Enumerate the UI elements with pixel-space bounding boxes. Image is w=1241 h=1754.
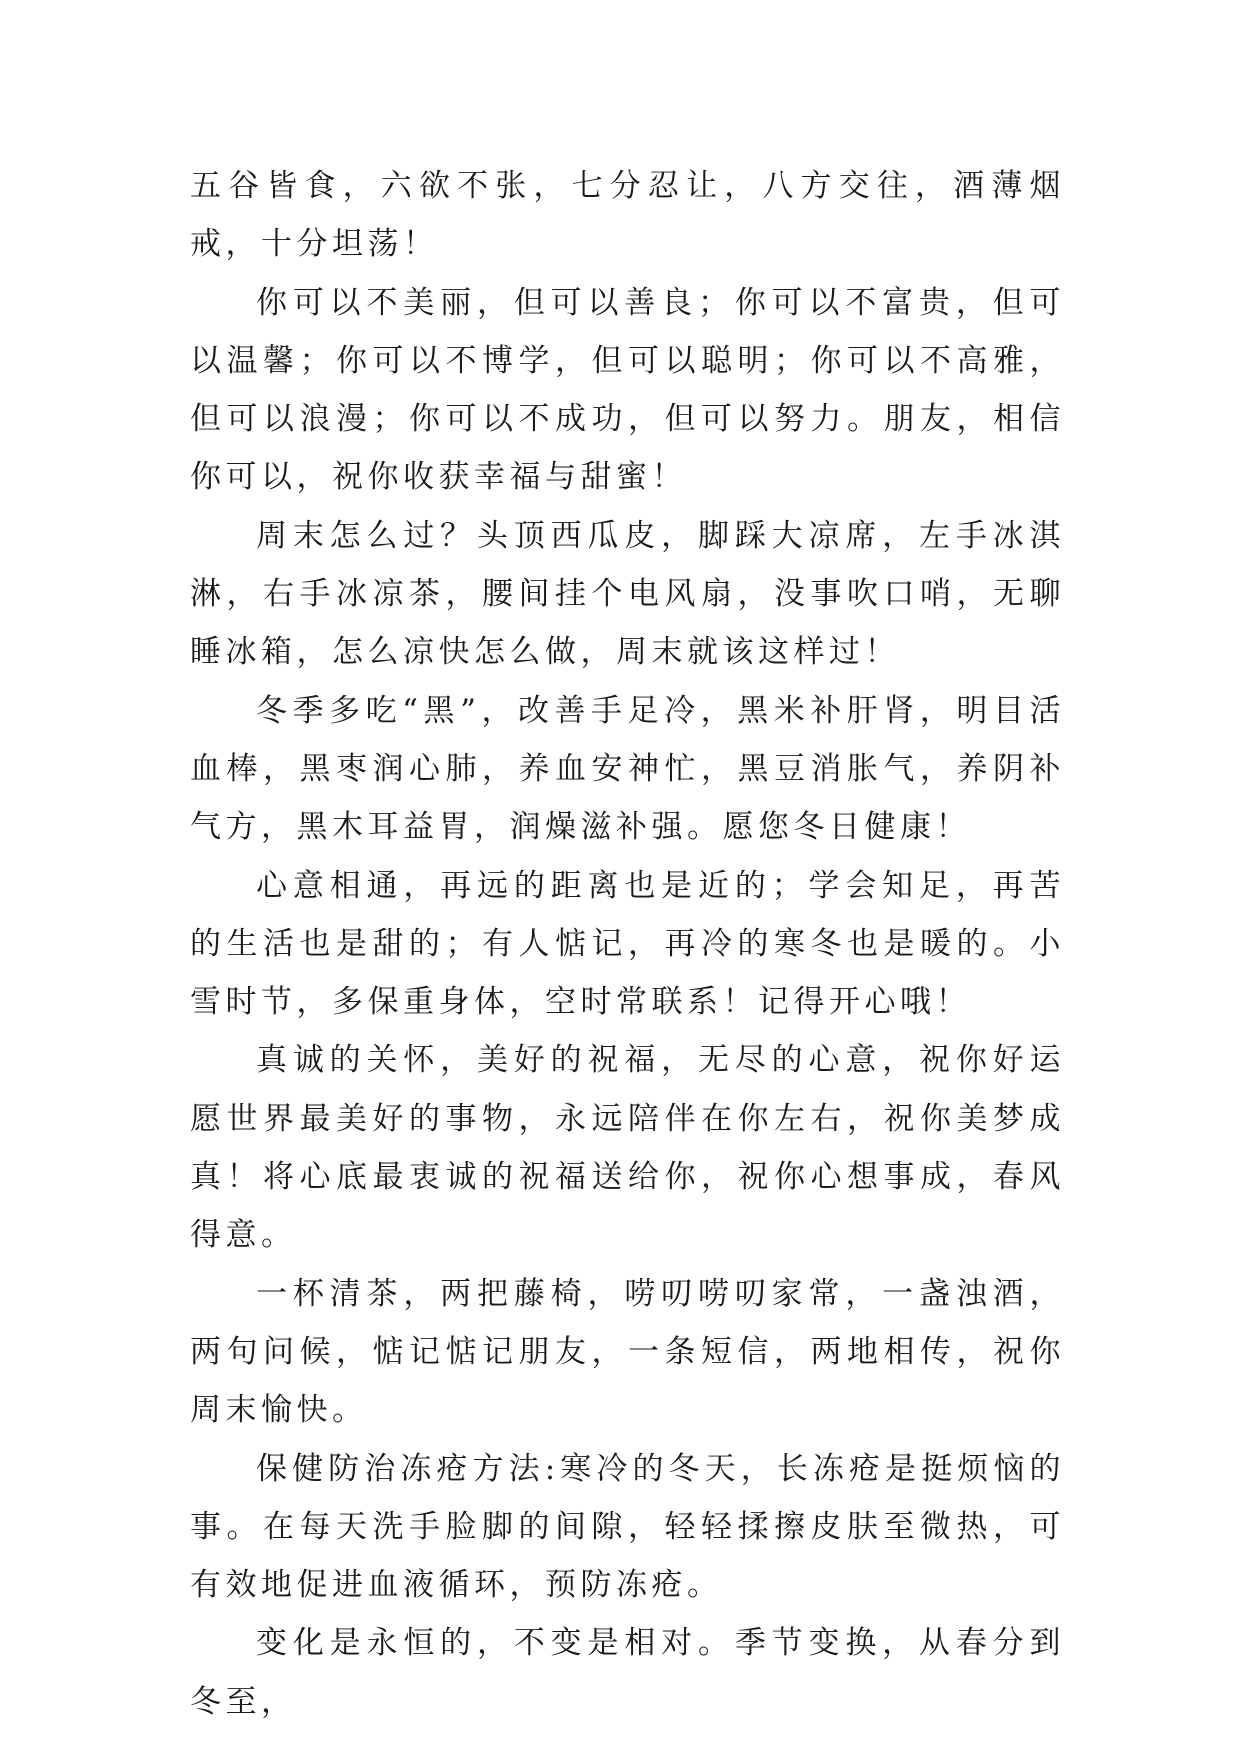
paragraph-4: 冬季多吃“黑”，改善手足冷，黑米补肝肾，明目活血棒，黑枣润心肺，养血安神忙，黑豆消胀气，养阴补气方，黑木耳益胃，润燥滋补强。愿您冬日健康！ bbox=[190, 692, 1065, 846]
paragraph-2: 你可以不美丽，但可以善良；你可以不富贵，但可以温馨；你可以不博学，但可以聪明；你可以不高雅，但可以浪漫；你可以不成功，但可以努力。朋友，相信你可以，祝你收获幸福与甜蜜！ bbox=[190, 284, 1065, 496]
paragraph-8: 保健防治冻疮方法:寒冷的冬天，长冻疮是挺烦恼的事。在每天洗手脸脚的间隙，轻轻揉擦皮肤至微热，可有效地促进血液循环，预防冻疮。 bbox=[190, 1450, 1065, 1604]
paragraph-5: 心意相通，再远的距离也是近的；学会知足，再苦的生活也是甜的；有人惦记，再冷的寒冬也是暖的。小雪时节，多保重身体，空时常联系！记得开心哦！ bbox=[190, 867, 1065, 1021]
body-text bbox=[190, 157, 1065, 1731]
paragraph-3: 周末怎么过？头顶西瓜皮，脚踩大凉席，左手冰淇淋，右手冰凉茶，腰间挂个电风扇，没事吹口哨，无聊睡冰箱，怎么凉快怎么做，周末就该这样过！ bbox=[190, 517, 1065, 671]
paragraph-1: 五谷皆食，六欲不张，七分忍让，八方交往，酒薄烟戒，十分坦荡！ bbox=[190, 168, 1065, 263]
paragraph-9: 变化是永恒的，不变是相对。季节变换，从春分到冬至， bbox=[190, 1625, 1065, 1720]
paragraph-6: 真诚的关怀，美好的祝福，无尽的心意，祝你好运愿世界最美好的事物，永远陪伴在你左右，祝你美梦成真！将心底最衷诚的祝福送给你，祝你心想事成，春风得意。 bbox=[190, 1042, 1065, 1254]
paragraph-7: 一杯清茶，两把藤椅，唠叨唠叨家常，一盏浊酒，两句问候，惦记惦记朋友，一条短信，两地相传，祝你周末愉快。 bbox=[190, 1275, 1065, 1429]
